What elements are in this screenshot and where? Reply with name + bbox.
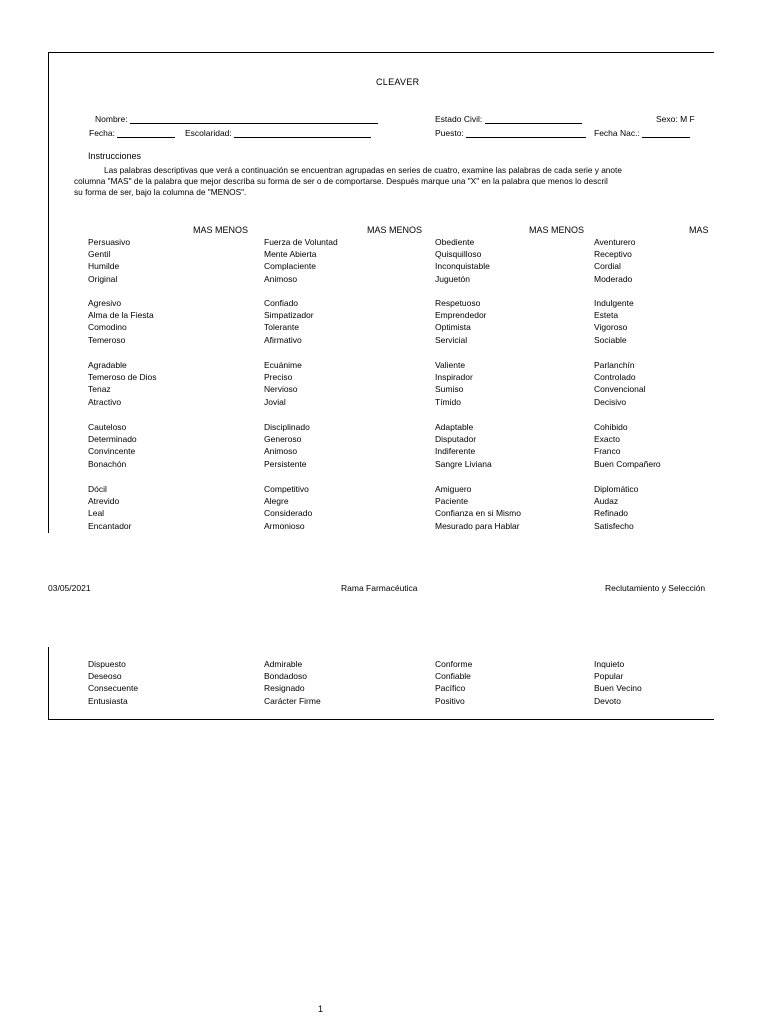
word-option[interactable]: Servicial [435,334,468,345]
word-option[interactable]: Fuerza de Voluntad [264,237,338,247]
word-option[interactable]: Afirmativo [264,334,302,345]
word-option[interactable]: Complaciente [264,261,316,272]
word-option[interactable]: Confianza en si Mismo [435,508,521,519]
word-option[interactable]: Bondadoso [264,671,308,682]
estado-civil-blank[interactable] [485,115,582,124]
word-option[interactable]: Nervioso [264,384,298,395]
word-option[interactable]: Simpatizador [264,310,314,321]
word-option[interactable]: Tenaz [88,384,111,395]
word-option[interactable]: Valiente [435,360,466,370]
instructions-heading: Instrucciones [88,151,142,161]
column-header-1: MAS MENOS [193,225,249,235]
left-border-page-2 [48,647,49,720]
word-option[interactable]: Buen Compañero [594,458,661,469]
word-option[interactable]: Receptivo [594,249,632,260]
instructions-line-1: Las palabras descriptivas que verá a continuación se encuentran agrupadas en series de cuatro, examine las palabras de cada serie y anote [104,165,622,175]
footer-date: 03/05/2021 [48,583,91,593]
fecha-nac-blank[interactable] [642,129,690,138]
fecha-field[interactable] [89,128,175,138]
word-option[interactable]: Resignado [264,683,305,694]
word-option[interactable]: Confiable [435,671,471,682]
word-option[interactable]: Agresivo [88,298,122,308]
word-option[interactable]: Dispuesto [88,659,126,669]
word-option[interactable]: Amiguero [435,484,472,494]
word-option[interactable]: Buen Vecino [594,683,642,694]
word-option[interactable]: Atrevido [88,496,120,507]
word-option[interactable]: Indulgente [594,298,634,308]
word-option[interactable]: Sumiso [435,384,464,395]
sexo-field[interactable]: Sexo: M F [656,114,695,124]
word-option[interactable]: Parlanchín [594,360,635,370]
fecha-blank[interactable] [117,129,175,138]
top-border [48,52,714,53]
word-option[interactable]: Bonachón [88,458,127,469]
word-option[interactable]: Gentil [88,249,111,260]
word-option[interactable]: Refinado [594,508,629,519]
word-option[interactable]: Admirable [264,659,303,669]
column-header-4: MAS [689,225,709,235]
word-option[interactable]: Juguetón [435,273,470,284]
word-option[interactable]: Original [88,273,118,284]
word-option[interactable]: Moderado [594,273,633,284]
word-option[interactable]: Leal [88,508,105,519]
word-option[interactable]: Considerado [264,508,313,519]
word-option[interactable]: Adaptable [435,422,474,432]
word-option[interactable]: Alegre [264,496,289,507]
word-option[interactable]: Sangre Liviana [435,458,492,469]
document-title: CLEAVER [376,77,420,87]
word-option[interactable]: Deseoso [88,671,122,682]
word-option[interactable]: Temeroso [88,334,126,345]
word-option[interactable]: Inspirador [435,372,473,383]
bottom-border-page-2 [48,719,714,720]
word-option[interactable]: Conforme [435,659,473,669]
word-option[interactable]: Dócil [88,484,107,494]
word-option[interactable]: Respetuoso [435,298,481,308]
word-option[interactable]: Emprendedor [435,310,487,321]
word-option[interactable]: Obediente [435,237,475,247]
word-option[interactable]: Carácter Firme [264,695,321,706]
column-header-3: MAS MENOS [529,225,585,235]
word-option[interactable]: Tímido [435,396,461,407]
fecha-nac-label: Fecha Nac.: [594,128,640,138]
word-option[interactable]: Tolerante [264,322,299,333]
word-option[interactable]: Mente Abierta [264,249,317,260]
word-option[interactable]: Entusiasta [88,695,128,706]
word-option[interactable]: Jovial [264,396,286,407]
word-option[interactable]: Animoso [264,446,298,457]
instructions-line-2: columna "MAS" de la palabra que mejor describa su forma de ser o de comportarse. Después marque una "X" en la palabra que menos lo descril [74,176,608,186]
estado-civil-field[interactable] [435,114,582,124]
word-option[interactable]: Persuasivo [88,237,131,247]
word-option[interactable]: Esteta [594,310,619,321]
fecha-label: Fecha: [89,128,115,138]
footer-right: Reclutamiento y Selección [605,583,706,593]
word-option[interactable]: Indiferente [435,446,476,457]
word-option[interactable]: Alma de la Fiesta [88,310,154,321]
word-option[interactable]: Audaz [594,496,619,507]
footer-center: Rama Farmacéutica [341,583,418,593]
word-option[interactable]: Disciplinado [264,422,310,432]
nombre-blank[interactable] [130,115,378,124]
escolaridad-field[interactable] [185,128,371,138]
word-option[interactable]: Atractivo [88,396,122,407]
word-option[interactable]: Animoso [264,273,298,284]
word-option[interactable]: Convencional [594,384,646,395]
word-option[interactable]: Consecuente [88,683,139,694]
page-number: 1 [318,1004,324,1014]
word-option[interactable]: Competitivo [264,484,309,494]
nombre-label: Nombre: [95,114,128,124]
word-option[interactable]: Aventurero [594,237,636,247]
word-option[interactable]: Determinado [88,434,137,445]
nombre-field[interactable] [95,114,378,124]
word-option[interactable]: Satisfecho [594,520,634,531]
word-option[interactable]: Vigoroso [594,322,628,333]
word-option[interactable]: Mesurado para Hablar [435,520,520,531]
word-option[interactable]: Ecuánime [264,360,302,370]
word-option[interactable]: Convincente [88,446,136,457]
puesto-field[interactable] [435,128,586,138]
word-option[interactable]: Agradable [88,360,127,370]
estado-civil-label: Estado Civil: [435,114,483,124]
word-option[interactable]: Sociable [594,334,627,345]
word-option[interactable]: Confiado [264,298,299,308]
word-option[interactable]: Armonioso [264,520,305,531]
word-option[interactable]: Cohibido [594,422,628,432]
word-option[interactable]: Inconquistable [435,261,490,272]
escolaridad-blank[interactable] [234,129,371,138]
word-option[interactable]: Cauteloso [88,422,127,432]
word-option[interactable]: Paciente [435,496,469,507]
escolaridad-label: Escolaridad: [185,128,232,138]
puesto-label: Puesto: [435,128,464,138]
word-option[interactable]: Optimista [435,322,471,333]
word-option[interactable]: Exacto [594,434,620,445]
puesto-blank[interactable] [466,129,586,138]
word-option[interactable]: Inquieto [594,659,625,669]
word-option[interactable]: Quisquilloso [435,249,482,260]
instructions-line-3: su forma de ser, bajo la columna de "MENOS". [74,187,247,197]
word-option[interactable]: Controlado [594,372,636,383]
word-option[interactable]: Encantador [88,520,132,531]
word-option[interactable]: Generoso [264,434,302,445]
word-option[interactable]: Decisivo [594,396,627,407]
word-option[interactable]: Comodino [88,322,127,333]
word-option[interactable]: Persistente [264,458,307,469]
word-option[interactable]: Preciso [264,372,293,383]
word-option[interactable]: Temeroso de Dios [88,372,157,383]
word-option[interactable]: Pacífico [435,683,466,694]
word-option[interactable]: Cordial [594,261,621,272]
word-option[interactable]: Disputador [435,434,477,445]
word-option[interactable]: Diplomático [594,484,639,494]
word-option[interactable]: Humilde [88,261,120,272]
left-border [48,52,49,533]
fecha-nac-field[interactable] [594,128,690,138]
word-option[interactable]: Devoto [594,695,621,706]
word-option[interactable]: Positivo [435,695,465,706]
column-header-2: MAS MENOS [367,225,423,235]
word-option[interactable]: Popular [594,671,624,682]
word-option[interactable]: Franco [594,446,621,457]
